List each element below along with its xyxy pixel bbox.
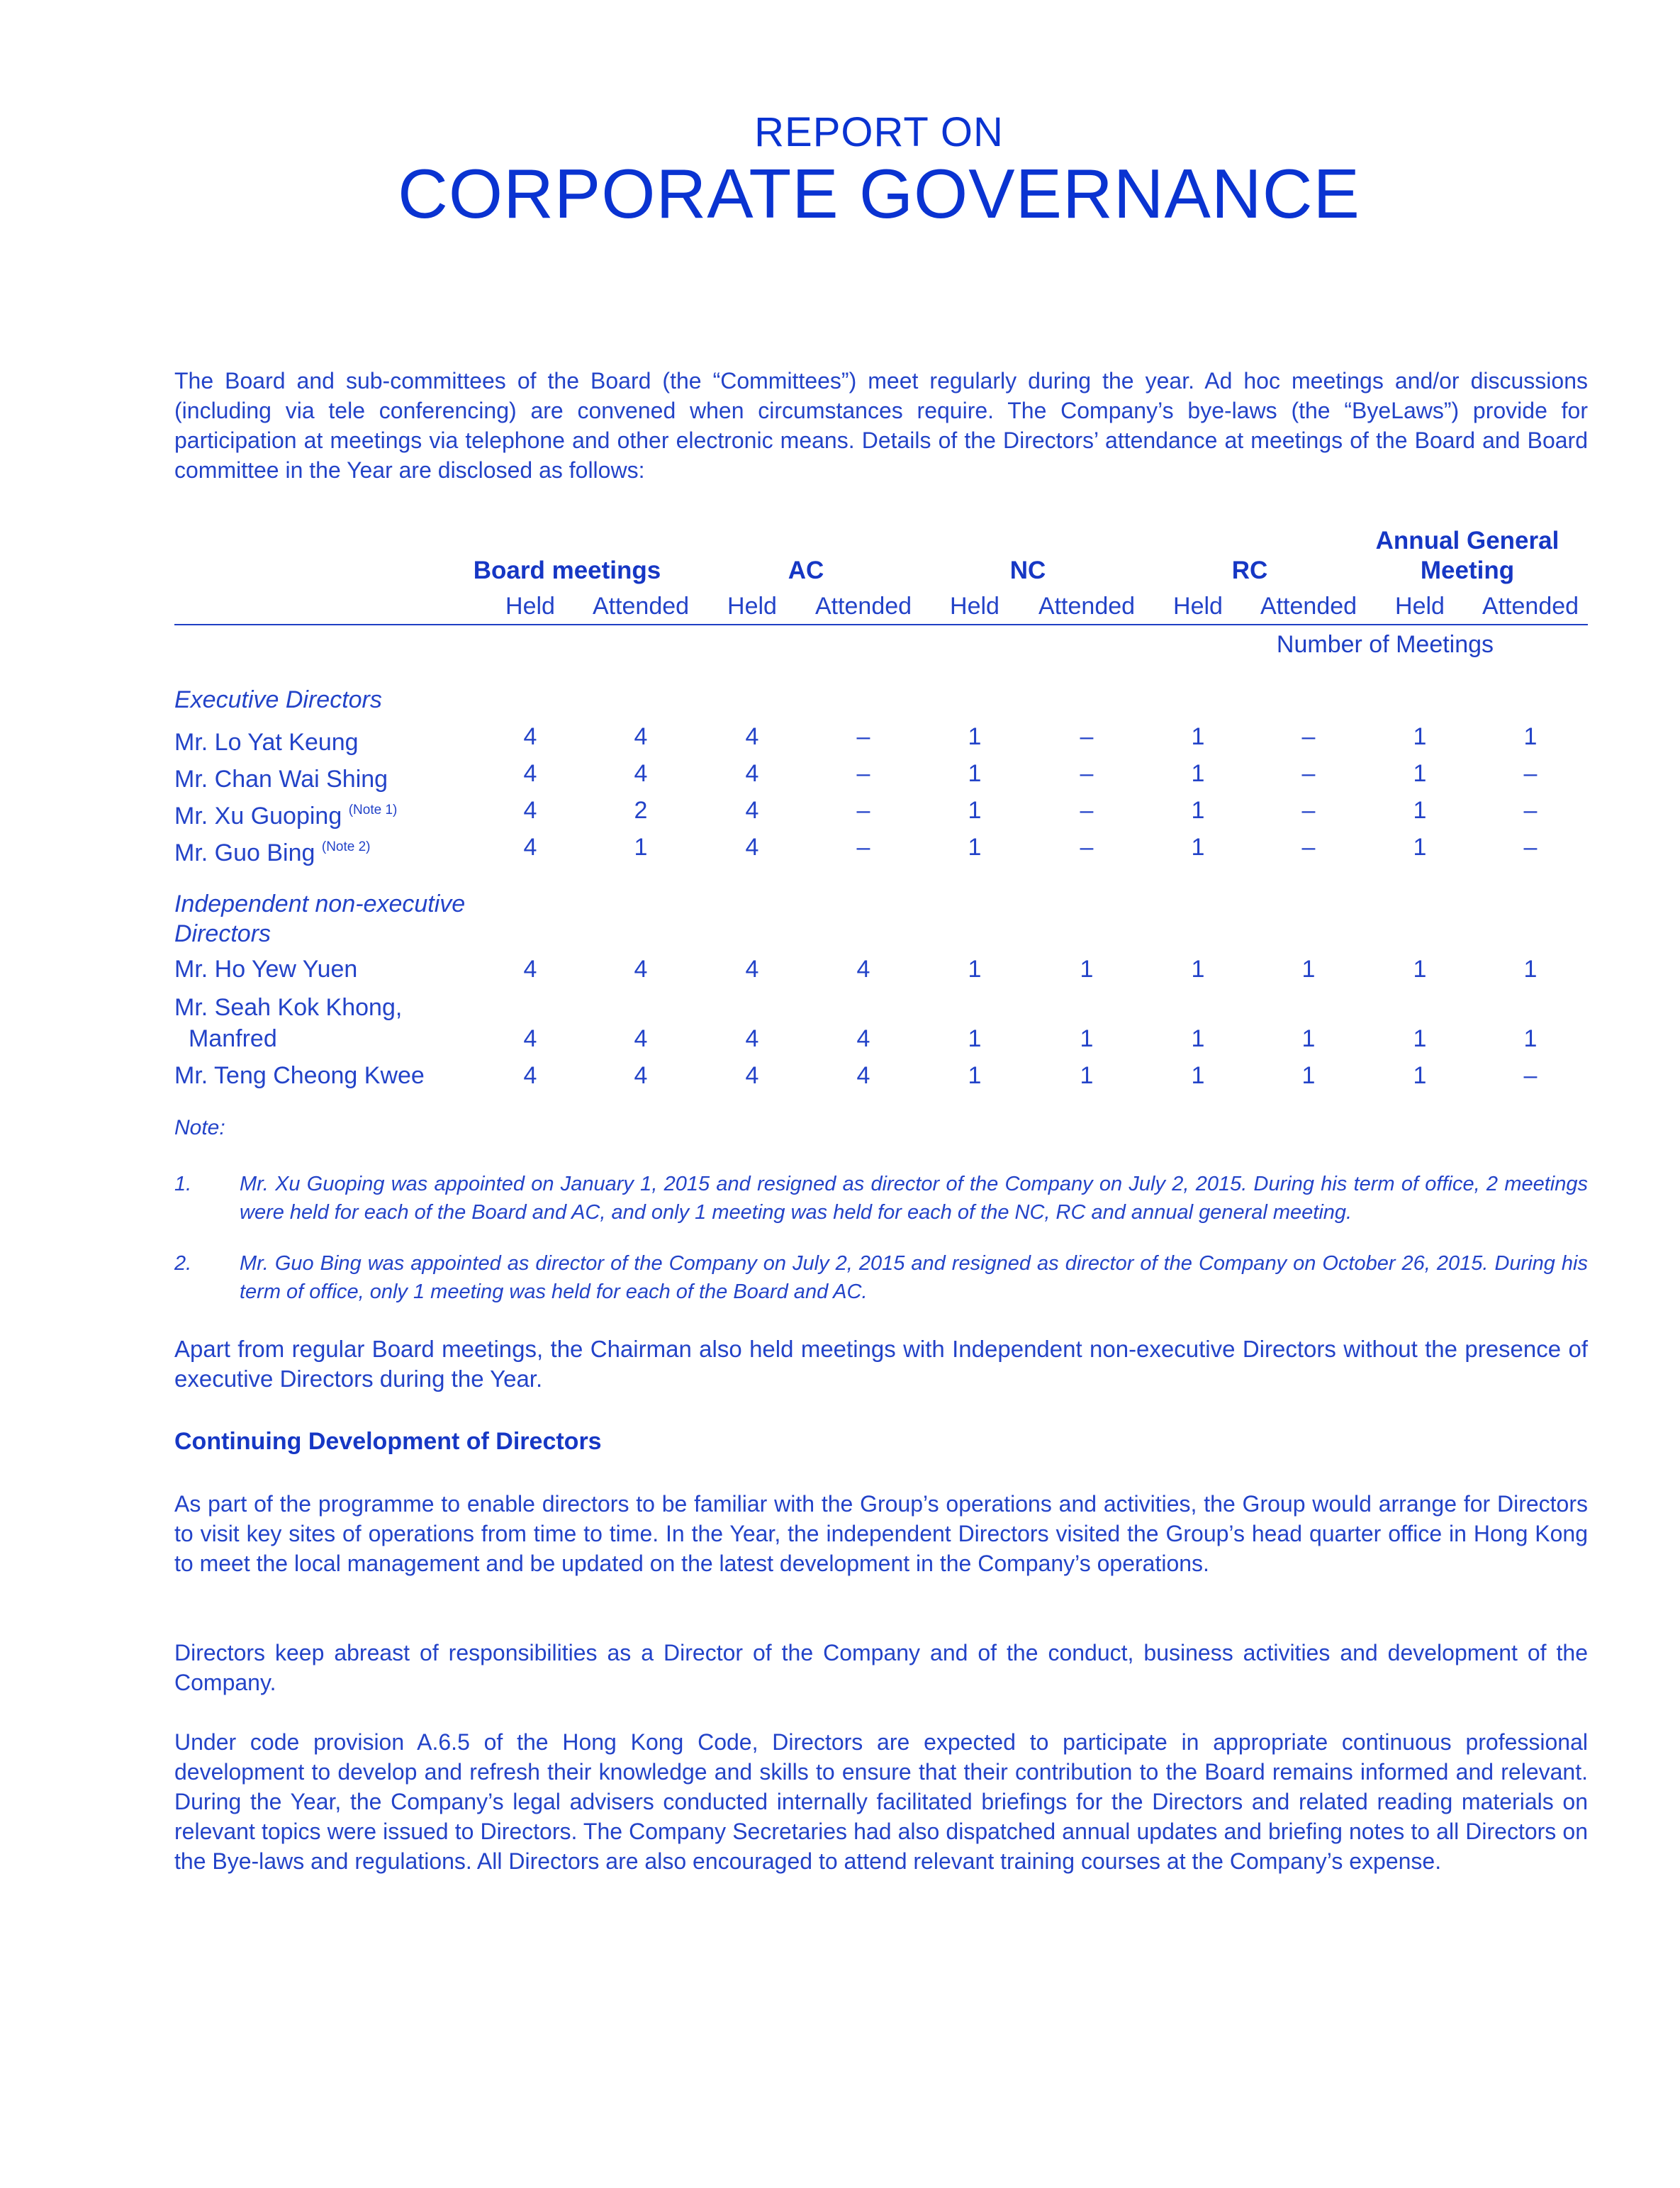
- intro-paragraph: The Board and sub-committees of the Board (the “Committees”) meet regularly during the year. Ad hoc meetings and/or discussions (including via tele conferencing) are convened when circumstances require. The Company’s bye-laws (the “ByeLaws”) provide for participation at meetings via telephone and other electronic means. Details of the Directors’ attendance at meetings of the Board and Board committee in the Year are disclosed as follows:: [174, 368, 1588, 483]
- category-executive: Executive Directors: [174, 686, 382, 713]
- meeting-count-cell: 1: [1080, 1062, 1094, 1089]
- note-item: [174, 1249, 1588, 1306]
- subheader-held: Held: [727, 593, 777, 620]
- body-paragraph: Under code provision A.6.5 of the Hong Kong Code, Directors are expected to participate in appropriate continuous professional development to develop and refresh their knowledge and skills to ensure that their contribution to the Board remains informed and relevant. During the Year, the Company’s legal advisers conducted internally facilitated briefings for the Directors and related reading materials on relevant topics were issued to Directors. The Company Secretaries had also dispatched annual updates and briefing notes to all Directors on the Bye-laws and regulations. All Directors are also encouraged to attend relevant training courses at the Company’s expense.: [174, 1729, 1588, 1874]
- meeting-count-cell: 1: [1413, 723, 1427, 750]
- meeting-count-cell: 4: [856, 1025, 870, 1052]
- meeting-count-cell: 4: [523, 956, 537, 983]
- meeting-count-cell: 1: [968, 1025, 982, 1052]
- meeting-count-cell: 1: [968, 797, 982, 824]
- meeting-count-cell: 4: [745, 760, 759, 787]
- meeting-count-cell: 1: [1191, 723, 1205, 750]
- meeting-count-cell: 1: [1523, 956, 1538, 983]
- meeting-count-cell: 1: [1191, 1025, 1205, 1052]
- subheader-attended: Attended: [814, 593, 912, 620]
- meeting-count-cell: 1: [1080, 1025, 1094, 1052]
- meeting-count-cell: 1: [1301, 956, 1316, 983]
- group-header-rc: RC: [1231, 557, 1268, 584]
- meeting-count-cell: 1: [968, 1062, 982, 1089]
- director-name: [174, 796, 397, 831]
- meeting-count-cell: 4: [634, 1025, 648, 1052]
- meeting-count-cell: 1: [634, 834, 648, 861]
- meeting-count-cell: –: [1080, 797, 1094, 824]
- unit-label: Number of Meetings: [1276, 631, 1494, 658]
- note-item: [174, 1170, 1588, 1227]
- header-rule: [174, 624, 1588, 625]
- meeting-count-cell: 1: [1413, 834, 1427, 861]
- director-name-text: Mr. Xu Guoping: [174, 803, 342, 830]
- subheader-attended: Attended: [592, 593, 690, 620]
- director-name-text: Mr. Seah Kok Khong,: [174, 994, 403, 1021]
- section-heading: Continuing Development of Directors: [174, 1428, 602, 1455]
- group-header-board: Board meetings: [473, 557, 661, 584]
- note-number: 1.: [174, 1173, 192, 1195]
- meeting-count-cell: 1: [1191, 760, 1205, 787]
- meeting-count-cell: 1: [1413, 1062, 1427, 1089]
- body-paragraph: As part of the programme to enable directors to be familiar with the Group’s operations and activities, the Group would arrange for Directors to visit key sites of operations from time to time. In the Year, the independent Directors visited the Group’s head quarter office in Hong Kong to meet the local management and be updated on the latest development in the Company’s operations.: [174, 1491, 1588, 1576]
- director-name: [174, 993, 402, 1022]
- meeting-count-cell: 4: [523, 834, 537, 861]
- meeting-count-cell: 1: [1413, 1025, 1427, 1052]
- body-paragraph: Directors keep abreast of responsibilities as a Director of the Company and of the conduct, business activities and development of the Company.: [174, 1640, 1588, 1695]
- meeting-count-cell: 1: [968, 956, 982, 983]
- meeting-count-cell: 4: [745, 1025, 759, 1052]
- meeting-count-cell: –: [856, 797, 870, 824]
- director-name: [174, 722, 359, 757]
- note-text: Mr. Guo Bing was appointed as director of the Company on July 2, 2015 and resigned as director of the Company on October 26, 2015. During his term of office, only 1 meeting was held for each of the Board and AC.: [240, 1252, 1588, 1303]
- meeting-count-cell: –: [856, 723, 870, 750]
- meeting-count-cell: 1: [1413, 760, 1427, 787]
- meeting-count-cell: 1: [1080, 956, 1094, 983]
- meeting-count-cell: 4: [745, 723, 759, 750]
- meeting-count-cell: 4: [745, 1062, 759, 1089]
- meeting-count-cell: –: [1301, 723, 1316, 750]
- meeting-count-cell: –: [1301, 797, 1316, 824]
- note-number: 2.: [174, 1252, 192, 1275]
- meeting-count-cell: 4: [523, 1062, 537, 1089]
- subheader-held: Held: [505, 593, 555, 620]
- meeting-count-cell: –: [1301, 834, 1316, 861]
- meeting-count-cell: 4: [745, 797, 759, 824]
- director-name: [174, 759, 388, 794]
- director-name-text: Mr. Guo Bing: [174, 839, 315, 866]
- note-reference: (Note 1): [348, 803, 398, 817]
- meeting-count-cell: 4: [634, 1062, 648, 1089]
- meeting-count-cell: 2: [634, 797, 648, 824]
- meeting-count-cell: –: [1523, 797, 1538, 824]
- subheader-held: Held: [950, 593, 999, 620]
- meeting-count-cell: 1: [1191, 956, 1205, 983]
- director-name: [174, 1061, 425, 1090]
- director-name: [174, 832, 371, 868]
- meeting-count-cell: 1: [1191, 834, 1205, 861]
- director-name-text: Mr. Lo Yat Keung: [174, 729, 359, 756]
- meeting-count-cell: 4: [523, 760, 537, 787]
- subheader-held: Held: [1395, 593, 1445, 620]
- meeting-count-cell: 1: [1301, 1062, 1316, 1089]
- meeting-count-cell: 1: [1191, 797, 1205, 824]
- meeting-count-cell: –: [1080, 723, 1094, 750]
- meeting-count-cell: 4: [856, 956, 870, 983]
- director-name-text: Mr. Ho Yew Yuen: [174, 956, 358, 983]
- meeting-count-cell: 1: [1523, 1025, 1538, 1052]
- after-table-paragraph: Apart from regular Board meetings, the Chairman also held meetings with Independent non-executive Directors without the presence of executive Directors during the Year.: [174, 1336, 1588, 1392]
- report-title-line2: CORPORATE GOVERNANCE: [398, 155, 1360, 233]
- note-label: Note:: [174, 1116, 225, 1139]
- report-title-line1: REPORT ON: [754, 109, 1004, 155]
- group-header-agm: Annual General Meeting: [1375, 527, 1559, 584]
- meeting-count-cell: 1: [1191, 1062, 1205, 1089]
- meeting-count-cell: 4: [523, 1025, 537, 1052]
- meeting-count-cell: 1: [968, 723, 982, 750]
- meeting-count-cell: 1: [968, 760, 982, 787]
- meeting-count-cell: 4: [634, 956, 648, 983]
- meeting-count-cell: 4: [856, 1062, 870, 1089]
- meeting-count-cell: –: [1301, 760, 1316, 787]
- meeting-count-cell: 4: [523, 723, 537, 750]
- subheader-held: Held: [1173, 593, 1223, 620]
- meeting-count-cell: –: [1523, 760, 1538, 787]
- group-header-nc: NC: [1009, 557, 1046, 584]
- meeting-count-cell: 1: [1413, 956, 1427, 983]
- meeting-count-cell: –: [1080, 834, 1094, 861]
- meeting-count-cell: 1: [1523, 723, 1538, 750]
- subheader-attended: Attended: [1482, 593, 1579, 620]
- meeting-count-cell: 1: [1413, 797, 1427, 824]
- note-text: Mr. Xu Guoping was appointed on January 1, 2015 and resigned as director of the Company on July 2, 2015. During his term of office, 2 meetings were held for each of the Board and AC, and only 1 meeting was held for each of the NC, RC and annual general meeting.: [240, 1173, 1588, 1224]
- director-name-text: Mr. Teng Cheong Kwee: [174, 1062, 425, 1089]
- meeting-count-cell: –: [1523, 834, 1538, 861]
- meeting-count-cell: 4: [634, 723, 648, 750]
- meeting-count-cell: 1: [1301, 1025, 1316, 1052]
- note-reference: (Note 2): [321, 839, 371, 854]
- director-name: [174, 954, 357, 984]
- subheader-attended: Attended: [1260, 593, 1357, 620]
- meeting-count-cell: 4: [523, 797, 537, 824]
- meeting-count-cell: 4: [745, 834, 759, 861]
- meeting-count-cell: 1: [968, 834, 982, 861]
- meeting-count-cell: 4: [634, 760, 648, 787]
- meeting-count-cell: –: [1523, 1062, 1538, 1089]
- meeting-count-cell: –: [1080, 760, 1094, 787]
- group-header-ac: AC: [788, 557, 824, 584]
- director-name-text: Mr. Chan Wai Shing: [174, 766, 388, 793]
- meeting-count-cell: –: [856, 834, 870, 861]
- subheader-attended: Attended: [1038, 593, 1136, 620]
- meeting-count-cell: 4: [745, 956, 759, 983]
- director-name-continued: Manfred: [189, 1025, 277, 1052]
- category-independent: Independent non-executive Directors: [174, 891, 466, 947]
- meeting-count-cell: –: [856, 760, 870, 787]
